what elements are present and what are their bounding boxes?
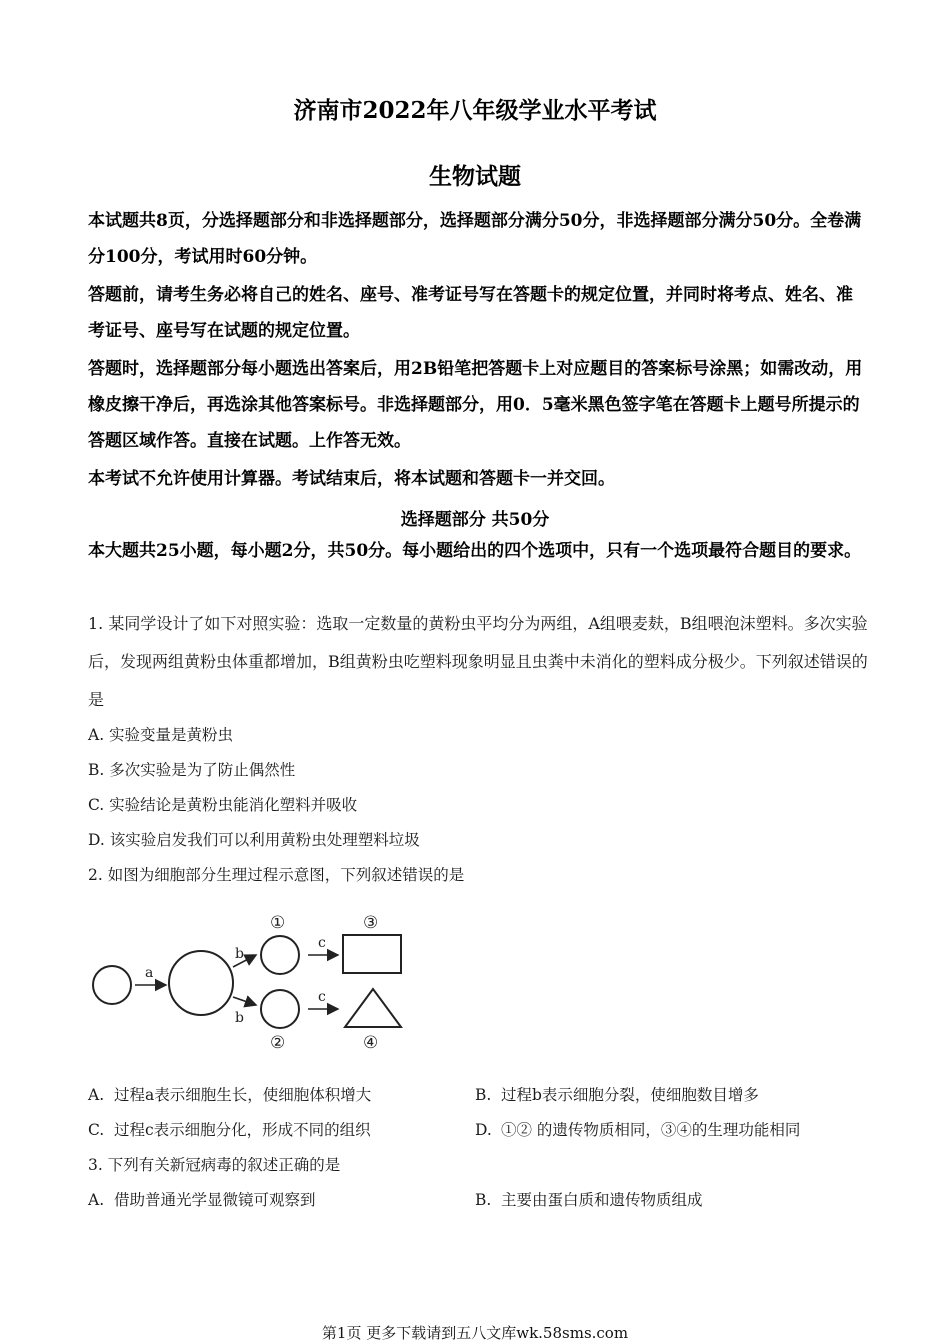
question-2-option-b	[475, 1083, 759, 1105]
question-1-option-a: A. 实验变量是黄粉虫	[88, 726, 234, 744]
option-text: 借助普通光学显微镜可观察到	[114, 1191, 316, 1209]
option-text: 过程b表示细胞分裂，使细胞数目增多	[501, 1086, 759, 1104]
section-title: 选择题部分 共50分	[400, 510, 550, 530]
differentiated-cell-3-rect	[343, 935, 401, 973]
option-key: A.	[88, 1086, 105, 1104]
option-key: D.	[475, 1121, 492, 1139]
label-c-top: c	[318, 935, 326, 951]
exam-title: 济南市2022年八年级学业水平考试	[293, 97, 657, 124]
arrow-b-bottom	[233, 997, 256, 1005]
label-b-bottom: b	[235, 1010, 244, 1026]
initial-cell-circle	[93, 966, 131, 1004]
question-2-option-c	[88, 1118, 371, 1140]
question-2-option-d	[475, 1118, 800, 1140]
grown-cell-circle	[169, 951, 233, 1015]
option-key: B.	[475, 1191, 492, 1209]
instruction-paragraph: 本考试不允许使用计算器。考试结束后，将本试题和答题卡一并交回。	[88, 469, 615, 489]
question-2-option-a	[88, 1083, 371, 1105]
option-text: 主要由蛋白质和遗传物质组成	[501, 1191, 703, 1209]
label-a: a	[145, 965, 154, 981]
cell-process-diagram	[88, 905, 418, 1055]
instruction-paragraph: 答题时，选择题部分每小题选出答案后，用2B铅笔把答题卡上对应题目的答案标号涂黑；如需改动，用橡皮擦干净后，再选涂其他答案标号。非选择题部分，用0．5毫米黑色签字笔在答题卡上题号所提示的答题区域作答。直接在试题。上作答无效。	[88, 359, 863, 451]
option-key: C.	[88, 1121, 105, 1139]
question-3-option-b	[475, 1188, 703, 1210]
question-1-option-b: B. 多次实验是为了防止偶然性	[88, 761, 296, 779]
question-3-stem: 3. 下列有关新冠病毒的叙述正确的是	[88, 1156, 341, 1174]
question-1-stem: 1. 某同学设计了如下对照实验：选取一定数量的黄粉虫平均分为两组，A组喂麦麸，B组喂泡沫塑料。多次实验后，发现两组黄粉虫体重都增加，B组黄粉虫吃塑料现象明显且虫粪中未消化的塑料成分极少。下列叙述错误的是	[88, 614, 868, 709]
option-text: 过程a表示细胞生长，使细胞体积增大	[114, 1086, 372, 1104]
label-circled-4: ④	[363, 1033, 379, 1053]
instruction-paragraph: 本试题共8页，分选择题部分和非选择题部分，选择题部分满分50分，非选择题部分满分50分。全卷满分100分，考试用时60分钟。	[88, 211, 862, 267]
label-circled-1: ①	[270, 913, 286, 933]
question-2-stem: 2. 如图为细胞部分生理过程示意图，下列叙述错误的是	[88, 866, 465, 884]
label-c-bottom: c	[318, 989, 326, 1005]
differentiated-cell-4-triangle	[345, 989, 401, 1027]
exam-subject-title: 生物试题	[429, 163, 521, 190]
option-text: ①② 的遗传物质相同，③④的生理功能相同	[501, 1121, 801, 1139]
option-key: B.	[475, 1086, 492, 1104]
question-1-option-c: C. 实验结论是黄粉虫能消化塑料并吸收	[88, 796, 358, 814]
option-key: A.	[88, 1191, 105, 1209]
instruction-paragraph: 答题前，请考生务必将自己的姓名、座号、准考证号写在答题卡的规定位置，并同时将考点、姓名、准考证号、座号写在试题的规定位置。	[88, 285, 853, 341]
divided-cell-1-circle	[261, 936, 299, 974]
question-3-option-a	[88, 1188, 316, 1210]
page-footer: 第1页 更多下载请到五八文库wk.58sms.com	[321, 1324, 629, 1342]
question-1-option-d: D. 该实验启发我们可以利用黄粉虫处理塑料垃圾	[88, 831, 420, 849]
label-circled-2: ②	[270, 1033, 286, 1053]
divided-cell-2-circle	[261, 990, 299, 1028]
option-text: 过程c表示细胞分化，形成不同的组织	[114, 1121, 371, 1139]
label-circled-3: ③	[363, 913, 379, 933]
section-description: 本大题共25小题，每小题2分，共50分。每小题给出的四个选项中，只有一个选项最符合题目的要求。	[88, 541, 862, 561]
label-b-top: b	[235, 946, 244, 962]
